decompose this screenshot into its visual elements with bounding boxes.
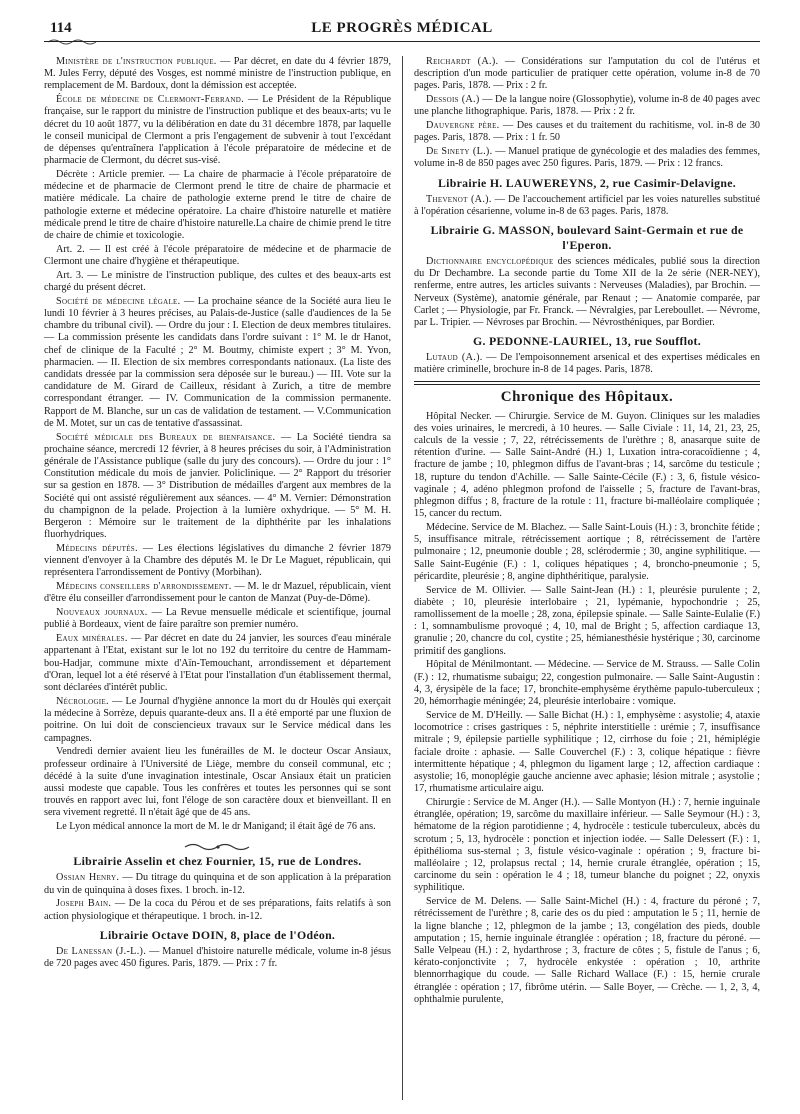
paragraph-text: — Des causes et du traitement du rachitisme, vol. in-8 de 30 pages. Paris, 1878. — Prix : 1 fr. 50	[414, 120, 760, 144]
paragraph	[44, 898, 391, 922]
paragraph-text: — De la coca du Pérou et de ses préparations, faits relatifs à son action physiologique et thérapeutique. 1 broch. in-12.	[44, 898, 391, 922]
paragraph-lead: Ossian Henry.	[56, 872, 120, 884]
paragraph	[44, 581, 391, 605]
paragraph-lead: Société médicale des Bureaux de bienfaisance.	[56, 431, 276, 443]
paragraph	[44, 543, 391, 580]
paragraph	[44, 94, 391, 167]
paragraph-text: — Le Président de la République française, sur le rapport du ministre de l'instruction publique et des beaux-arts; vu le décret du 10 août 1877, vu la délibération en date du 31 décembre 1878, par laquelle le conseil municipal de Clermont a pris l'engagement de subvenir à tout l'excédant de dépenses qu'entraînera l'application à l'école préparatoire de médecine et de pharmacie de Clermont, du décret sus-visé.	[44, 94, 391, 167]
paragraph-lead: Joseph Bain.	[56, 898, 112, 910]
paragraph-lead: Thevenot (A.).	[426, 193, 492, 205]
paragraph-lead: De Lanessan (J.-L.).	[56, 945, 147, 957]
paragraph-lead: Lutaud (A.).	[426, 352, 483, 364]
paragraph-text: — Du titrage du quinquina et de son application à la préparation du vin de quinquina à doses fixes. 1 broch. in-12.	[44, 872, 391, 896]
paragraph-text: — Considérations sur l'amputation du col de l'utérus et description d'un mode particulier de pratiquer cette opération, volume in-8 de 70 pages. Paris, 1878. — Prix : 2 fr.	[414, 56, 760, 92]
paragraph-text: — Manuel d'histoire naturelle médicale, volume in-8 jésus de 720 pages avec 450 figures. Paris, 1879. — Prix : 7 fr.	[44, 945, 391, 969]
paragraph-text: — Le Journal d'hygiène annonce la mort du dr Houlès qui exerçait la médecine à Sorrèze, depuis quarante-deux ans. Il a été emporté par une fluxion de poitrine. On lui doit de consciencieux travaux sur le Service médical dans les campagnes.	[44, 695, 391, 744]
paragraph-text: des sciences médicales, publié sous la direction du Dr Dechambre. La seconde partie du Tome XII de la 2e série (NER-NEY), renferme, entre autres, les articles suivants : Nerveuses (Maladies), par Brochin. — Nerveux (Système), anatomie générale, par Renaut ; — Anatomie comparée, par Carlet ; — Physiologie, par Fr. Franck. — Névralgies, par Lereboullet. — Névrome, par L. Tripier. — Névroses par Brochin. — Névrosthéniques, par Bordier.	[414, 256, 760, 329]
paragraph-text: — Par décret, en date du 4 février 1879, M. Jules Ferry, député des Vosges, est nommé ministre de l'instruction publique, en remplacement de M. Bardoux, dont la démission est acceptée.	[44, 56, 391, 92]
paragraph-lead: Ministère de l'instruction publique.	[56, 56, 217, 67]
columns	[44, 56, 760, 1108]
paragraph-lead: École de médecine de Clermont-Ferrand.	[56, 94, 244, 106]
paragraph-lead: Dictionnaire encyclopédique	[426, 256, 554, 268]
paragraph	[44, 746, 391, 819]
paragraph-lead: Médecins députés.	[56, 543, 138, 555]
paragraph-text: Art. 2. — Il est créé à l'école préparatoire de médecine et de pharmacie de Clermont une chaire d'hygiène et thérapeutique.	[44, 243, 391, 268]
paragraph	[44, 244, 391, 268]
paragraph	[414, 896, 760, 1006]
paragraph	[44, 607, 391, 631]
left-column	[44, 56, 391, 1108]
page-number: 114	[50, 20, 72, 36]
paragraph-lead: Reichardt (A.).	[426, 56, 499, 67]
paragraph	[414, 797, 760, 895]
section-rule	[414, 381, 760, 385]
paragraph	[414, 56, 760, 93]
paragraph	[44, 56, 391, 93]
paragraph-lead: De Sinety (L.).	[426, 146, 493, 158]
paragraph-lead: Société de médecine légale.	[56, 295, 181, 307]
paragraph	[44, 270, 391, 294]
paragraph	[414, 256, 760, 329]
paragraph	[44, 821, 391, 833]
ornament-divider	[44, 839, 391, 849]
paragraph	[414, 146, 760, 170]
paragraph-text: Hôpital de Ménilmontant. — Médecine. — Service de M. Strauss. — Salle Colin (F.) : 12, rhumatisme subaigu; 22, congestion pulmonaire. — Salle Saint-Augustin : 4, 3, érysipèle de la face; 17, bronchite-emphysème érythème papulo-tuberculeux ; 20, hémorrhagie méningée; 24, pleurésie interlobaire : vomique.	[414, 659, 760, 708]
running-title: LE PROGRÈS MÉDICAL	[311, 20, 493, 36]
paragraph	[44, 696, 391, 745]
paragraph-lead: Dauvergne père.	[426, 120, 500, 132]
paragraph	[414, 522, 760, 583]
page-header	[44, 20, 760, 42]
bookseller-heading: G. PEDONNE-LAURIEL, 13, rue Soufflot.	[472, 334, 702, 349]
paragraph-text: Service de M. Ollivier. — Salle Saint-Jean (H.) : 1, pleurésie purulente ; 2, diabète ; 10, pleurésie interlobaire ; 21, lypémanie, hypochondrie ; 25, ramollissement de la moelle ; 28, zona, épilepsie spinale. — Salle Sainte-Eulalie (F.) : 1, somnambulisme provoqué ; 4, 10, mal de Bright ; 5, affection cardiaque 13, granulie ; 20, chancre du col, cystite ; 25, hémianesthésie hystérique ; 30, carcinome primitif des ganglions.	[414, 584, 760, 657]
header-rule	[44, 41, 760, 42]
paragraph	[44, 633, 391, 694]
paragraph-lead: Médecins conseillers d'arrondissement.	[56, 581, 232, 593]
paragraph	[44, 946, 391, 970]
section-title: Chronique des Hôpitaux.	[500, 388, 674, 405]
paragraph	[414, 352, 760, 376]
paragraph-text: Médecine. Service de M. Blachez. — Salle Saint-Louis (H.) : 3, bronchite fétide ; 5, insuffisance mitrale, rétrécissement aortique ; 8, rétrécissement de l'artère pulmonaire ; 12, pneumonie double ; 28, sclérodermie ; 30, angine syphilitique. — Salle Saint-Eugénie (F.) : 1, coliques hépatiques ; 4, broncho-pneumonie ; 5, péricardite, pleurésie ; 8, angine diphthéritique, paralysie.	[414, 522, 760, 582]
paragraph	[414, 194, 760, 218]
paragraph-text: Hôpital Necker. — Chirurgie. Service de M. Guyon. Cliniques sur les maladies des voies urinaires, le mercredi, à 10 heures. — Salle Civiale : 11, 14, 21, 23, 25, calculs de la vessie ; 7, 22, rétrécissements de l'urèthre ; 8, anasarque suite de rétention d'urine. — Salle Saint-André (H.) 1, Luxation intra-coracoïdienne ; 4, fracture de jambe ; 10, phlegmon diffus de l'avant-bras ; 14, sarcôme du testicule ; 18, rupture du tendon d'Achille. — Salle Sainte-Cécile (F.) : 3, 6, fistule vésico-vaginale ; 4, adéno phlegmon profond de l'aisselle ; 5, fracture de l'avant-bras, phlegmon diffus ; 8, fracture de la rotule : 11, fracture bi-malléolaire compliquée ; 15, cancer du rectum.	[414, 410, 760, 520]
bookseller-heading: Librairie Octave DOIN, 8, place de l'Odéon.	[99, 927, 336, 942]
paragraph	[44, 432, 391, 542]
paragraph-text: Le Lyon médical annonce la mort de M. le dr Manigand; il était âgé de 76 ans.	[56, 821, 376, 833]
paragraph	[414, 411, 760, 521]
paragraph-text: Décrète : Article premier. — La chaire de pharmacie à l'école préparatoire de médecine et de pharmacie de Clermont prend le titre de chaire de pharmacie et matière médicale. La chaire de pathologie externe prend le titre de chaire de pathologie externe et médecine opératoire. La chaire d'histoire naturelle et matière médicale prend le titre de chaire d'histoire naturelle.La chaire de chimie prend le titre de chaire de chimie et toxicologie.	[44, 169, 391, 242]
paragraph-text: — De l'empoisonnement arsenical et des expertises médicales en matière criminelle, brochure in-8 de 14 pages. Paris, 1878.	[414, 352, 760, 376]
paragraph-text: — La Revue mensuelle médicale et scientifique, journal publié à Bordeaux, vient de faire paraître son premier numéro.	[44, 607, 391, 631]
paragraph-text: Art. 3. — Le ministre de l'instruction publique, des cultes et des beaux-arts est chargé du présent décret.	[44, 269, 391, 294]
paragraph-lead: Nouveaux journaux.	[56, 607, 148, 619]
paragraph-text: — La prochaine séance de la Société aura lieu le lundi 10 février à 3 heures précises, au Palais-de-Justice (salle d'audiences de la 5e chambre du tribunal civil). — Ordre du jour : I. Election de deux membres titulaires. — La commission présente les candidats dans l'ordre suivant : 1° M. le dr Hanot, chef de clinique de la Faculté ; 2° M. Boutmy, chimiste expert ; 3° M. Yvon, pharmacien. — II. Election de six membres correspondants nationaux. (La liste des candidats dressée par la commission sera déposée sur le bureau.) — III. Vote sur la candidature de M. Girard de Cailleux, résidant à Zurich, a titre de membre correspondant étranger. — IV. Communication de la commission permanente. Rapport de M. Blanche, sur un cas de validation de testament. — V.Communication de M. Motet, sur un cas de tentative d'assassinat.	[44, 295, 391, 429]
paragraph-lead: Dessois (A.)	[426, 94, 480, 106]
paragraph	[414, 710, 760, 795]
bookseller-heading: Librairie G. MASSON, boulevard Saint-Germain et rue de l'Eperon.	[430, 223, 744, 253]
paragraph-text: Chirurgie : Service de M. Anger (H.). — Salle Montyon (H.) : 7, hernie inguinale étranglée, opération; 19, sarcôme du maxillaire inférieur. — Salle Seymour (H.) : 3, hématome de la région parotidienne ; 4, hydrocèle : testicule tuberculeux, abcès du scrotum ; 5, 13, hydrocèle : ponction et injection iodée. — Salle Delessert (F.) : 1, épithélioma sus-sternal ; 3, fistule vésico-vaginale : opération ; 9, fracture bi-malléolaire ; 12, prolapsus rectal ; 14, hernie crurale étranglée, opération ; 15, carcinome du sein : opération le 4 ; 18, tumeur blanche du poignet ; 22, onyxis syphilitique.	[414, 796, 760, 894]
bookseller-heading: Librairie H. LAUWEREYNS, 2, rue Casimir-Delavigne.	[438, 175, 736, 190]
paragraph	[414, 585, 760, 658]
paragraph	[414, 659, 760, 708]
paragraph-text: — De la langue noire (Glossophytie), volume in-8 de 40 pages avec une planche lithographique. Paris, 1878. — Prix : 2 fr.	[414, 94, 760, 118]
paragraph-text: — Par décret en date du 24 janvier, les sources d'eau minérale appartenant à l'Etat, existant sur le lot no 192 du territoire du centre de Hammam-bou-Hadjar, commune mixte d'Aïn-Temouchant, arrondissement et département d'Oran, lequel lot a été réservé à l'Etat pour l'installation d'un établissement thermal, sont déclarées d'intérêt public.	[44, 633, 391, 694]
paragraph	[414, 94, 760, 118]
paragraph-text: Service de M. D'Heilly. — Salle Bichat (H.) : 1, emphysème : asystolie; 4, ataxie locomotrice : crises gastriques : 5, néphrite interstitielle : urémie ; 7, insuffisance mitrale ; 9, épilepsie partielle syphilitique ; 12, cirrhose du foie ; 21, hémiplégie faciale droite : aphasie. — Salle Couverchel (F.) : 3, colique hépatique : fièvre intermittente hépatique ; 4, phlegmon du ligament large ; 12, affection cardiaque : asystolie; 16, monoplégie gauche ancienne avec aphasie; lésion mitrale ; asystolie ; 17, rhumatisme articulaire aigu.	[414, 709, 760, 795]
paragraph	[44, 169, 391, 242]
column-divider	[402, 56, 403, 1100]
paragraph-text: Service de M. Delens. — Salle Saint-Michel (H.) : 4, fracture du péroné ; 7, rétrécissement de l'urèthre ; 8, carie des os du pied : amputation le 5 ; 11, hernie de la ligne blanche ; 12, phlegmon de la jambe ; 13, congélation des pieds, double amputation ; 15, hernie inguinale étranglée : opération ; 18, fracture du péroné. — Salle Velpeau (H.) : 2, hydarthrose ; 3, fracture de côtes ; 5, fistule de l'anus ; 6, kérato-conjonctivite ; 7, hydrocèle enkystée : opération ; 10, arthrite blennorrhagique du coude. — Salle Richard Wallace (F.) : 15, hernie crurale étranglée : opération ; 17, fibrôme utérin. — Salle Boyer, — Crèche. — 1, 2, 3, 4, ophthalmie purulente,	[414, 896, 760, 1005]
paragraph-text: — De l'accouchement artificiel par les voies naturelles substitué à l'opération césarienne, volume in-8 de 63 pages. Paris, 1878.	[414, 193, 760, 217]
paragraph-lead: Eaux minérales.	[56, 633, 128, 645]
paragraph-text: Vendredi dernier avaient lieu les funérailles de M. le docteur Oscar Ansiaux, professeur ordinaire à l'Université de Liège, membre du conseil communal, etc ; décédé à la suite d'une invagination intestinale, Oscar Ansiaux était un praticien aussi modeste que capable. Tous les confrères et toutes les personnes qui se sont trouvés en rapport avec lui, font l'éloge de son caractère doux et bienveillant. Il en sera vivement regretté. Il n'était âgé que de 45 ans.	[44, 746, 391, 819]
right-column	[414, 56, 760, 1108]
paragraph	[44, 872, 391, 896]
paragraph-text: — M. le dr Mazuel, républicain, vient d'être élu conseiller d'arrondissement pour le canton de Manzat (Puy-de-Dôme).	[44, 581, 391, 605]
paragraph-text: — Les élections législatives du dimanche 2 février 1879 viennent d'envoyer à la Chambre des députés M. le Dr Le Maguet, républicain, qui représentera l'arrondissement de Pontivy (Morbihan).	[44, 543, 391, 579]
bookseller-heading: Librairie Asselin et chez Fournier, 15, rue de Londres.	[73, 854, 362, 869]
paragraph-text: — Manuel pratique de gynécologie et des maladies des femmes, volume in-8 de 850 pages avec 250 figures. Paris, 1879. — Prix : 12 francs.	[414, 146, 760, 170]
paragraph	[414, 120, 760, 144]
paragraph-lead: Nécrologie.	[56, 695, 109, 707]
paragraph-text: — La Société tiendra sa prochaine séance, mercredi 12 février, à 8 heures précises du soir, à l'Administration générale de l'Assistance publique (salle du jury des concours). — Ordre du jour : 1° Constitution médicale du mois de janvier. Policlinique. — 2° Rapport du trésorier sur sa gestion en 1878. — 3° Distribution de médailles d'argent aux membres de la Société qui ont assisté régulièrement aux séances. — 4° M. Vernier: Démonstration du champignon de la pelade. Projection à la lumière oxhydrique. — 5° M. H. Bergeron : Mémoire sur le traitement de la diphthérite par les inhalations fluorhydriques.	[44, 431, 391, 541]
paragraph	[44, 296, 391, 430]
